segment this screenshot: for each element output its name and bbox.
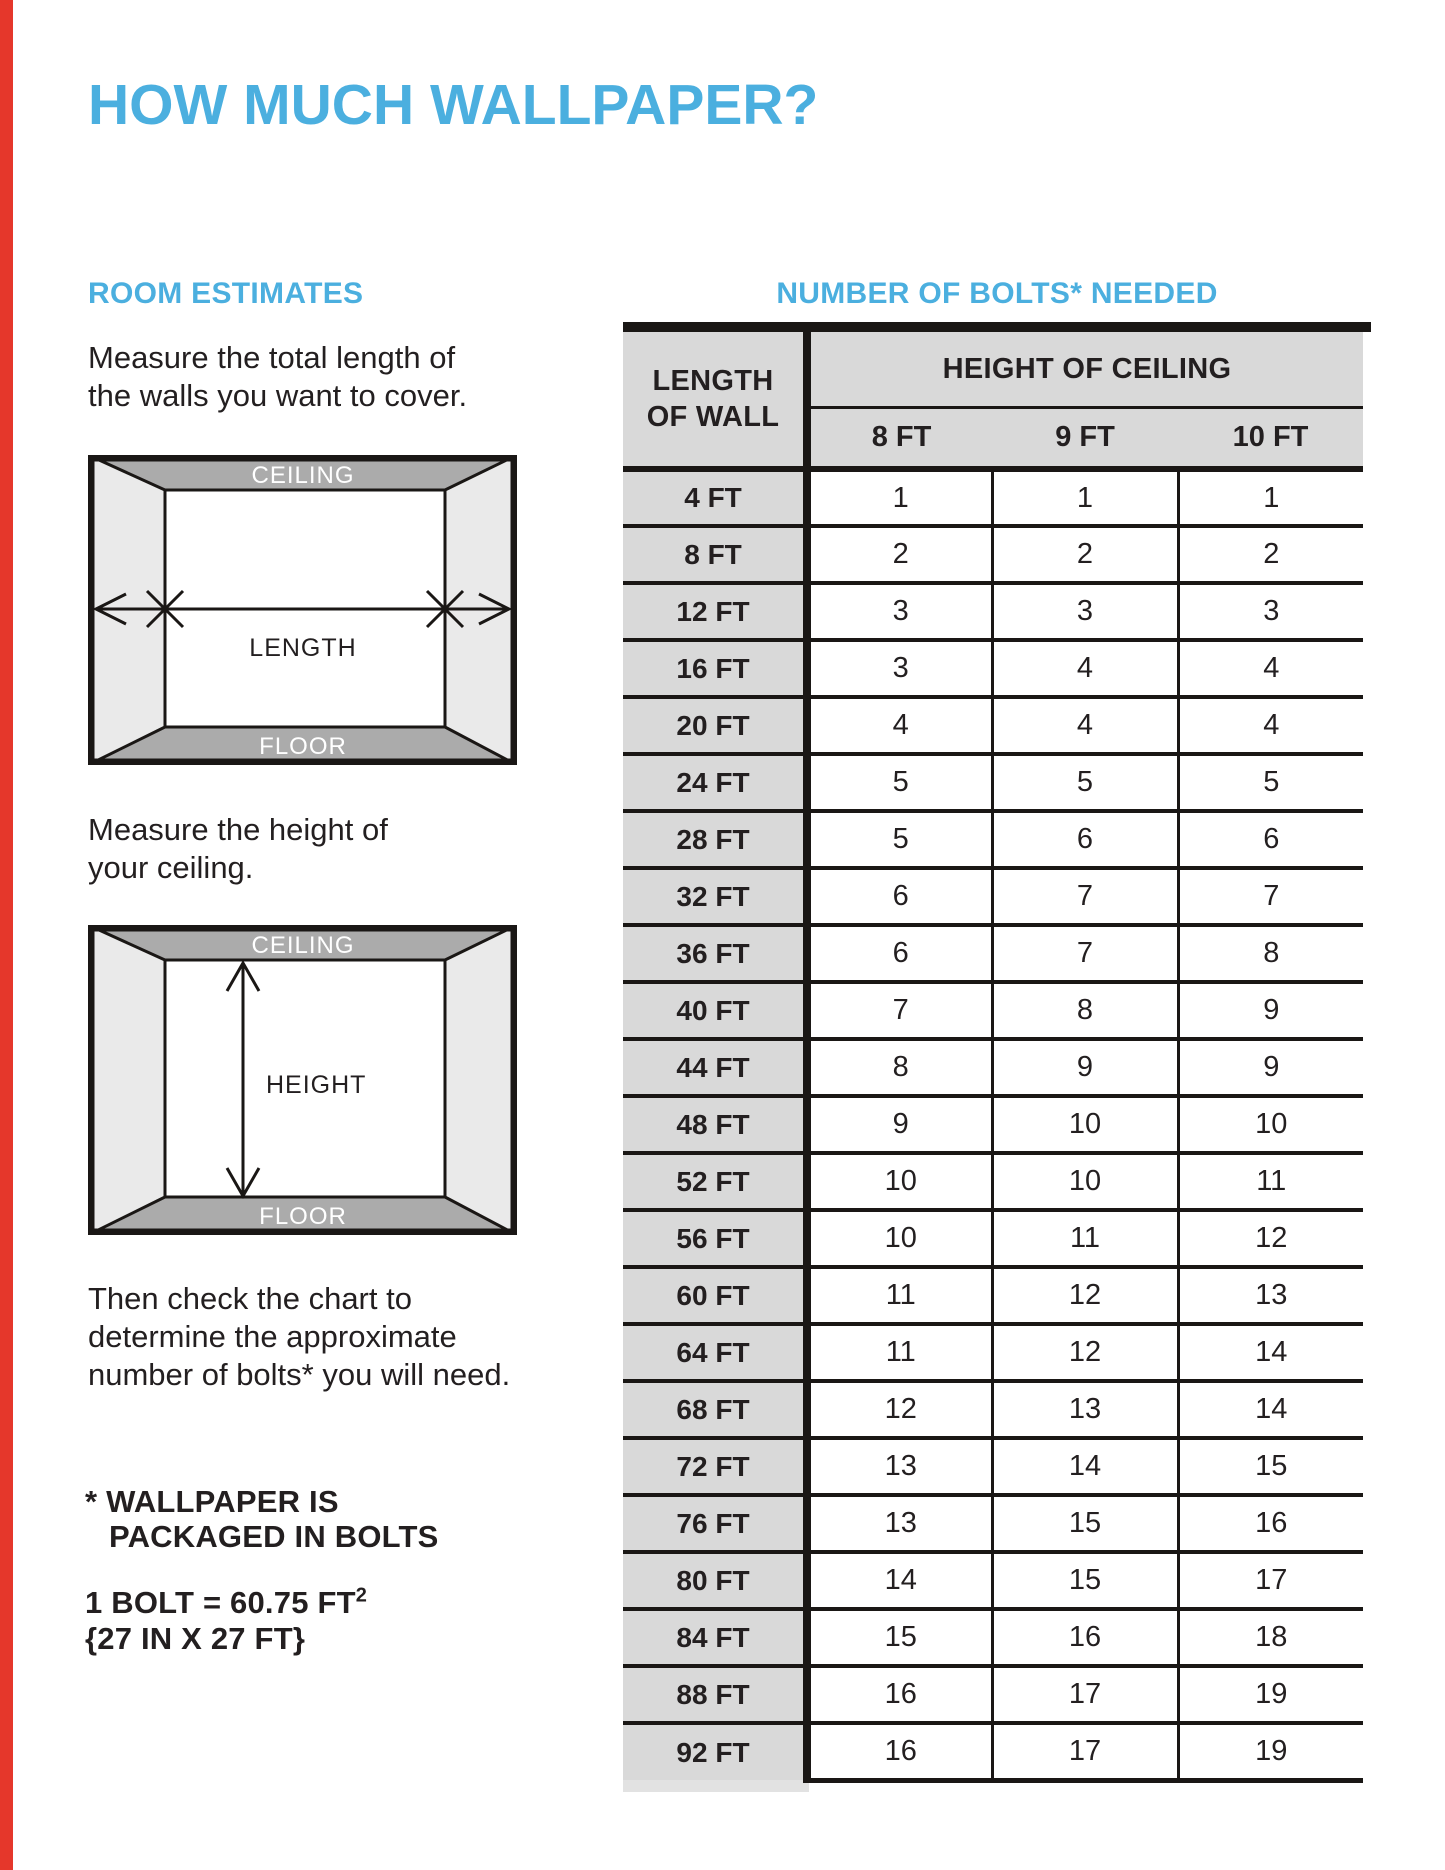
bolt-count-cell: 12 [992, 1267, 1178, 1324]
bolt-count-cell: 15 [992, 1552, 1178, 1609]
bolt-count-cell: 13 [1178, 1267, 1363, 1324]
wall-length-cell: 56 FT [623, 1210, 807, 1267]
wall-length-cell: 24 FT [623, 754, 807, 811]
wall-length-cell: 84 FT [623, 1609, 807, 1666]
bolt-count-cell: 10 [1178, 1096, 1363, 1153]
table-row [623, 1039, 1363, 1096]
bolt-count-cell: 9 [992, 1039, 1178, 1096]
bolt-count-cell: 9 [807, 1096, 992, 1153]
bolt-count-cell: 3 [807, 583, 992, 640]
wall-length-cell: 44 FT [623, 1039, 807, 1096]
bolt-count-cell: 15 [992, 1495, 1178, 1552]
header-line: LENGTH [652, 365, 774, 397]
bolt-count-cell: 5 [807, 811, 992, 868]
bolt-count-cell: 15 [807, 1609, 992, 1666]
wall-length-cell: 64 FT [623, 1324, 807, 1381]
bolt-count-cell: 11 [807, 1324, 992, 1381]
paragraph-line: Measure the total length of [88, 340, 456, 375]
bolt-count-cell: 14 [992, 1438, 1178, 1495]
length-of-wall-header [623, 332, 807, 469]
bolt-count-cell: 15 [1178, 1438, 1363, 1495]
paragraph-line: Then check the chart to [88, 1281, 412, 1316]
bolt-count-cell: 8 [1178, 925, 1363, 982]
left-edge-stripe [0, 0, 13, 1870]
table-row [623, 1210, 1363, 1267]
bolt-count-cell: 10 [992, 1153, 1178, 1210]
table-row [623, 469, 1363, 526]
table-row [623, 697, 1363, 754]
wall-length-cell: 4 FT [623, 469, 807, 526]
bolt-count-cell: 19 [1178, 1723, 1363, 1780]
bolt-equation: 1 BOLT = 60.75 $FT^2$ [85, 1584, 368, 1620]
bolt-count-cell: 11 [992, 1210, 1178, 1267]
wall-length-cell: 88 FT [623, 1666, 807, 1723]
bolt-count-cell: 3 [807, 640, 992, 697]
wall-length-cell: 52 FT [623, 1153, 807, 1210]
bolt-count-cell: 7 [807, 982, 992, 1039]
wall-length-cell: 60 FT [623, 1267, 807, 1324]
bolt-count-cell: 2 [1178, 526, 1363, 583]
table-row [623, 982, 1363, 1039]
measure-length-paragraph [88, 339, 467, 415]
table-row [623, 1381, 1363, 1438]
room-estimates-heading: ROOM ESTIMATES [88, 277, 364, 310]
length-room-svg [88, 455, 517, 765]
ceiling-label: CEILING [251, 462, 355, 489]
bolt-count-cell: 11 [807, 1267, 992, 1324]
bolt-count-cell: 13 [807, 1438, 992, 1495]
bolt-count-cell: 16 [1178, 1495, 1363, 1552]
wall-length-cell: 72 FT [623, 1438, 807, 1495]
bolt-count-cell: 14 [807, 1552, 992, 1609]
bolt-count-cell: 17 [992, 1723, 1178, 1780]
table-row [623, 1153, 1363, 1210]
bolt-count-cell: 10 [807, 1153, 992, 1210]
bolt-dimensions: {27 IN X 27 FT} [85, 1621, 306, 1656]
height-label: HEIGHT [266, 1071, 367, 1099]
header-line: OF WALL [646, 401, 780, 433]
table-row [623, 1495, 1363, 1552]
table-row [623, 868, 1363, 925]
table-row [623, 1723, 1363, 1780]
bolt-count-cell: 6 [807, 868, 992, 925]
bolt-count-cell: 8 [807, 1039, 992, 1096]
bolt-count-cell: 14 [1178, 1324, 1363, 1381]
bolt-count-cell: 1 [1178, 469, 1363, 526]
wall-length-cell: 40 FT [623, 982, 807, 1039]
bolt-count-cell: 16 [807, 1723, 992, 1780]
bolt-count-cell: 16 [807, 1666, 992, 1723]
ceiling-height-header: 9 FT [992, 408, 1178, 470]
paragraph-line: Measure the height of [88, 812, 388, 847]
table-row [623, 1267, 1363, 1324]
bolt-count-cell: 5 [1178, 754, 1363, 811]
bolt-count-cell: 1 [807, 469, 992, 526]
bolt-count-cell: 6 [807, 925, 992, 982]
floor-label: FLOOR [259, 1203, 347, 1230]
left-wall-surface [88, 925, 165, 1235]
bolt-count-cell: 17 [992, 1666, 1178, 1723]
check-chart-paragraph [88, 1280, 510, 1394]
wall-length-cell: 32 FT [623, 868, 807, 925]
table-row [623, 640, 1363, 697]
bolt-count-cell: 4 [1178, 697, 1363, 754]
bolt-count-cell: 10 [807, 1210, 992, 1267]
bolt-count-cell: 12 [992, 1324, 1178, 1381]
table-row [623, 811, 1363, 868]
bolt-count-cell: 4 [992, 697, 1178, 754]
table-body [623, 469, 1363, 1780]
bolt-count-cell: 6 [992, 811, 1178, 868]
bolt-count-cell: 9 [1178, 982, 1363, 1039]
table-row [623, 1666, 1363, 1723]
height-room-svg [88, 925, 517, 1235]
bolt-count-cell: 4 [807, 697, 992, 754]
ceiling-label: CEILING [251, 932, 355, 959]
bolt-count-cell: 17 [1178, 1552, 1363, 1609]
floor-label: FLOOR [259, 733, 347, 760]
wall-length-cell: 8 FT [623, 526, 807, 583]
height-room-diagram [88, 925, 517, 1235]
wall-length-cell: 92 FT [623, 1723, 807, 1780]
measure-height-paragraph [88, 811, 388, 887]
bolt-count-cell: 7 [992, 925, 1178, 982]
table-row [623, 925, 1363, 982]
bolt-count-cell: 19 [1178, 1666, 1363, 1723]
bolt-count-cell: 1 [992, 469, 1178, 526]
table-row [623, 526, 1363, 583]
bolt-count-cell: 12 [807, 1381, 992, 1438]
bolt-size-info [85, 1585, 367, 1657]
bolt-count-cell: 4 [1178, 640, 1363, 697]
footnote-line: * WALLPAPER IS [85, 1484, 339, 1519]
bolt-count-cell: 3 [1178, 583, 1363, 640]
superscript-2: 2 [355, 1584, 368, 1607]
page-title: HOW MUCH WALLPAPER? [88, 73, 819, 137]
height-of-ceiling-header: HEIGHT OF CEILING [807, 332, 1363, 408]
table-row [623, 1438, 1363, 1495]
bolt-count-cell: 11 [1178, 1153, 1363, 1210]
wall-length-cell: 68 FT [623, 1381, 807, 1438]
ceiling-height-header: 10 FT [1178, 408, 1363, 470]
wallpaper-bolts-footnote [85, 1484, 438, 1554]
wall-length-cell: 76 FT [623, 1495, 807, 1552]
bolt-count-cell: 7 [992, 868, 1178, 925]
table-row [623, 1552, 1363, 1609]
paragraph-line: your ceiling. [88, 850, 254, 885]
bolts-table-section [623, 322, 1371, 1783]
wall-length-cell: 36 FT [623, 925, 807, 982]
bolt-count-cell: 5 [992, 754, 1178, 811]
wall-length-cell: 80 FT [623, 1552, 807, 1609]
bolt-count-cell: 6 [1178, 811, 1363, 868]
bolt-count-cell: 2 [992, 526, 1178, 583]
table-header [623, 332, 1363, 469]
bolt-count-cell: 18 [1178, 1609, 1363, 1666]
paragraph-line: number of bolts* you will need. [88, 1357, 511, 1392]
table-row [623, 583, 1363, 640]
length-label: LENGTH [249, 634, 357, 662]
wall-length-cell: 28 FT [623, 811, 807, 868]
bolt-count-cell: 16 [992, 1609, 1178, 1666]
ceiling-height-header: 8 FT [807, 408, 992, 470]
right-wall-surface [445, 925, 517, 1235]
bolt-count-cell: 4 [992, 640, 1178, 697]
paragraph-line: determine the approximate [88, 1319, 457, 1354]
table-row [623, 754, 1363, 811]
wall-length-cell: 48 FT [623, 1096, 807, 1153]
bolts-needed-heading: NUMBER OF BOLTS* NEEDED [776, 277, 1218, 310]
group-header-row [623, 332, 1363, 408]
bolt-count-cell: 13 [992, 1381, 1178, 1438]
bolt-count-cell: 2 [807, 526, 992, 583]
table-top-bar [623, 322, 1371, 332]
footnote-line: PACKAGED IN BOLTS [109, 1519, 439, 1554]
wall-length-cell: 20 FT [623, 697, 807, 754]
bolt-count-cell: 14 [1178, 1381, 1363, 1438]
bolt-count-cell: 3 [992, 583, 1178, 640]
bolts-table [623, 332, 1363, 1783]
bolt-count-cell: 9 [1178, 1039, 1363, 1096]
bolt-count-cell: 12 [1178, 1210, 1363, 1267]
paragraph-line: the walls you want to cover. [88, 378, 468, 413]
bolt-count-cell: 10 [992, 1096, 1178, 1153]
wall-length-cell: 16 FT [623, 640, 807, 697]
table-row [623, 1609, 1363, 1666]
table-row [623, 1096, 1363, 1153]
bolt-count-cell: 8 [992, 982, 1178, 1039]
table-row [623, 1324, 1363, 1381]
wall-length-cell: 12 FT [623, 583, 807, 640]
bolt-count-cell: 7 [1178, 868, 1363, 925]
bolt-count-cell: 5 [807, 754, 992, 811]
bolt-count-cell: 13 [807, 1495, 992, 1552]
length-room-diagram [88, 455, 517, 765]
